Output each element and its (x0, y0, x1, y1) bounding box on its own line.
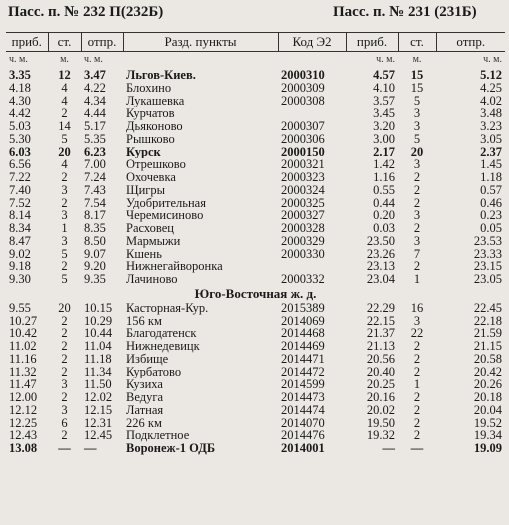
station-name: 156 км (126, 314, 162, 328)
departure-right: 19.52 (473, 416, 502, 430)
station-code: 2000307 (281, 120, 325, 133)
station-name: Удобрительная (126, 196, 206, 210)
unit-departure-right: ч. м. (483, 54, 502, 66)
arrival-left: 6.56 (9, 158, 31, 171)
stop-right: 3 (413, 314, 421, 328)
arrival-right: — (382, 442, 395, 455)
stop-right: 2 (413, 196, 421, 210)
arrival-right: 1.16 (373, 171, 395, 184)
arrival-right: 21.13 (366, 340, 395, 353)
table-row (6, 340, 505, 353)
station-name: Воронеж-1 ОДБ (126, 442, 216, 455)
station-code: 2000324 (281, 183, 325, 197)
station-name: Курск (126, 145, 161, 159)
arrival-left: 8.14 (9, 209, 31, 222)
departure-left: 10.29 (84, 314, 113, 328)
table-row (6, 327, 505, 340)
departure-left: 11.50 (84, 378, 112, 391)
stop-left: 2 (61, 327, 68, 340)
departure-right: 2.37 (480, 145, 502, 159)
stop-right: 3 (413, 234, 421, 248)
departure-left: 7.00 (84, 158, 106, 171)
arrival-right: 4.10 (373, 81, 395, 95)
station-name: Льгов-Киев. (126, 69, 196, 82)
arrival-right: 23.04 (366, 273, 395, 286)
stop-left: 5 (61, 132, 68, 146)
stop-right: 2 (413, 391, 421, 404)
departure-left: 7.43 (84, 183, 106, 197)
arrival-right: 2.17 (373, 145, 395, 159)
station-code: 2014469 (281, 340, 325, 353)
station-name: Кшень (126, 247, 162, 261)
arrival-left: 10.27 (9, 314, 38, 328)
station-name: Благодатенск (126, 327, 197, 340)
table-row (6, 82, 505, 95)
stop-right: 2 (413, 183, 421, 197)
right-train-title: Пасс. п. № 231 (231Б) (333, 4, 477, 20)
station-code: 2014599 (281, 378, 325, 391)
arrival-right: 23.50 (366, 234, 395, 248)
arrival-left: 3.35 (9, 69, 31, 82)
table-row (6, 209, 505, 222)
stop-right: 15 (410, 69, 424, 82)
departure-left: 12.02 (84, 391, 113, 404)
table-row (6, 120, 505, 133)
departure-left: 4.44 (84, 107, 106, 120)
station-code: 2000310 (281, 69, 325, 82)
departure-left: 9.07 (84, 247, 106, 261)
table-row (6, 222, 505, 235)
arrival-right: 23.26 (366, 247, 395, 261)
col-stop-right: ст. (398, 33, 436, 52)
stop-right: 2 (413, 365, 421, 379)
stop-right: 3 (413, 209, 421, 222)
arrival-left: 12.25 (9, 416, 38, 430)
stop-right: — (410, 442, 424, 455)
stop-right: 3 (413, 158, 421, 171)
station-code: 2014001 (281, 442, 325, 455)
stop-left: 2 (61, 171, 68, 184)
arrival-left: 8.47 (9, 234, 31, 248)
table-row (6, 366, 505, 379)
table-row (6, 302, 505, 315)
arrival-left: 6.03 (9, 145, 31, 159)
station-code: 2000309 (281, 81, 325, 95)
stop-left: 3 (61, 378, 68, 391)
station-name: Латная (126, 403, 164, 417)
unit-arrival-right: ч. м. (376, 54, 395, 66)
table-row (6, 69, 505, 82)
arrival-right: 21.37 (366, 327, 395, 340)
arrival-right: 1.42 (373, 158, 395, 171)
departure-left: 5.35 (84, 132, 106, 146)
arrival-right: 20.02 (366, 403, 395, 417)
departure-right: 22.18 (473, 314, 502, 328)
arrival-left: 12.00 (9, 391, 38, 404)
arrival-right: 20.56 (366, 352, 395, 366)
stop-right: 2 (413, 416, 421, 430)
col-code: Код Э2 (278, 33, 346, 52)
station-name: Рышково (126, 132, 175, 146)
station-code: 2000321 (281, 158, 325, 171)
arrival-right: 20.25 (366, 378, 395, 391)
departure-right: 0.57 (480, 183, 502, 197)
arrival-right: 0.20 (373, 209, 395, 222)
stop-right: 3 (413, 107, 421, 120)
arrival-right: 20.16 (366, 391, 395, 404)
arrival-left: 12.43 (9, 429, 38, 442)
stop-right: 2 (413, 171, 421, 184)
stop-left: 3 (61, 403, 68, 417)
col-stations: Разд. пункты (123, 33, 278, 52)
table-row (6, 417, 505, 430)
station-name: Курчатов (126, 107, 175, 120)
stop-left: 20 (58, 301, 71, 315)
station-code: 2014474 (281, 403, 325, 417)
station-name: Ведуга (126, 391, 164, 404)
departure-right: 20.04 (473, 403, 502, 417)
col-arrival-left: приб. (6, 33, 48, 52)
arrival-right: 19.50 (366, 416, 395, 430)
col-arrival-right: приб. (346, 33, 398, 52)
stop-left: 20 (58, 145, 71, 159)
arrival-right: 3.00 (373, 132, 395, 146)
departure-right: 20.18 (473, 391, 502, 404)
timetable (6, 32, 505, 455)
arrival-left: 11.32 (9, 365, 37, 379)
stop-left: 3 (61, 183, 68, 197)
departure-left: 9.20 (84, 260, 106, 273)
arrival-left: 11.47 (9, 378, 37, 391)
arrival-right: 23.13 (366, 260, 395, 273)
stop-left: 5 (61, 247, 68, 261)
stop-left: — (58, 442, 71, 455)
stop-right: 7 (413, 247, 421, 261)
departure-left: 11.34 (84, 365, 112, 379)
station-name: Касторная-Кур. (126, 301, 209, 315)
station-code: 2000327 (281, 209, 325, 222)
table-row (6, 158, 505, 171)
departure-left: 8.17 (84, 209, 106, 222)
table-row (6, 442, 505, 455)
departure-left: 11.04 (84, 340, 112, 353)
station-name: Лукашевка (126, 94, 185, 108)
stop-left: 3 (61, 209, 68, 222)
arrival-right: 0.55 (373, 183, 395, 197)
stop-right: 2 (413, 403, 421, 417)
column-header-row (6, 33, 505, 52)
departure-left: 7.54 (84, 196, 106, 210)
table-row (6, 95, 505, 108)
stop-left: 12 (58, 69, 71, 82)
station-name: Лачиново (126, 273, 178, 286)
station-code: 2015389 (281, 301, 325, 315)
departure-left: 8.35 (84, 222, 106, 235)
arrival-right: 3.57 (373, 94, 395, 108)
table-row (6, 273, 505, 286)
arrival-right: 4.57 (373, 69, 395, 82)
arrival-left: 9.02 (9, 247, 31, 261)
stop-left: 14 (58, 120, 71, 133)
arrival-left: 11.16 (9, 352, 37, 366)
departure-right: 4.02 (480, 94, 502, 108)
arrival-left: 7.52 (9, 196, 31, 210)
table-row (6, 353, 505, 366)
departure-right: 23.15 (473, 260, 502, 273)
stop-left: 2 (61, 260, 68, 273)
station-name: Мармыжи (126, 234, 181, 248)
arrival-right: 22.29 (366, 301, 395, 315)
station-code: 2000329 (281, 234, 325, 248)
departure-right: 20.42 (473, 365, 502, 379)
stop-right: 15 (410, 81, 424, 95)
station-code: 2014473 (281, 391, 325, 404)
arrival-left: 9.30 (9, 273, 31, 286)
departure-right: 19.34 (473, 429, 502, 442)
station-name: Нижнегайворонка (126, 260, 223, 273)
departure-left: 11.18 (84, 352, 112, 366)
left-train-title: Пасс. п. № 232 П(232Б) (8, 4, 164, 20)
station-code: 2000323 (281, 171, 325, 184)
table-row (6, 404, 505, 417)
arrival-left: 7.22 (9, 171, 31, 184)
station-name: Нижнедевицк (126, 340, 200, 353)
departure-right: 21.59 (473, 327, 502, 340)
departure-right: 23.53 (473, 234, 502, 248)
departure-left: 9.35 (84, 273, 106, 286)
arrival-left: 13.08 (9, 442, 38, 455)
stop-left: 6 (61, 416, 68, 430)
railway-section-header (6, 286, 505, 302)
arrival-left: 10.42 (9, 327, 38, 340)
table-row (6, 184, 505, 197)
stop-left: 2 (61, 429, 68, 442)
table-row (6, 248, 505, 261)
departure-left: 7.24 (84, 171, 106, 184)
station-name: Дьяконово (126, 120, 183, 133)
stop-right: 3 (413, 120, 421, 133)
col-departure-right: отпр. (436, 33, 505, 52)
station-name: Кузиха (126, 378, 163, 391)
table-row (6, 315, 505, 328)
departure-right: 0.46 (480, 196, 502, 210)
station-code (278, 260, 346, 273)
stop-left: 1 (61, 222, 68, 235)
departure-right: 20.26 (473, 378, 502, 391)
station-name: Отрешково (126, 158, 186, 171)
stop-left: 2 (61, 352, 68, 366)
departure-right: 0.05 (480, 222, 502, 235)
station-name: Охочевка (126, 171, 176, 184)
station-name: Подклетное (126, 429, 190, 442)
station-code: 2014070 (281, 416, 325, 430)
arrival-left: 4.18 (9, 81, 31, 95)
departure-left: 12.45 (84, 429, 113, 442)
stop-left: 2 (61, 314, 68, 328)
arrival-right: 3.45 (373, 107, 395, 120)
departure-left: 4.22 (84, 81, 106, 95)
departure-left: 5.17 (84, 120, 106, 133)
table-row (6, 429, 505, 442)
stop-right: 5 (413, 132, 421, 146)
table-row (6, 146, 505, 159)
col-departure-left: отпр. (81, 33, 123, 52)
stop-left: 5 (61, 273, 68, 286)
stop-right: 2 (413, 352, 421, 366)
stop-left: 2 (61, 107, 68, 120)
station-code: 2000325 (281, 196, 325, 210)
stop-left: 2 (61, 365, 68, 379)
departure-right: 21.15 (473, 340, 502, 353)
stop-right: 1 (413, 378, 421, 391)
departure-left: 10.44 (84, 327, 113, 340)
section-title: Юго-Восточная ж. д. (194, 285, 317, 301)
departure-right: 4.25 (480, 81, 502, 95)
unit-stop-right: м. (412, 54, 422, 66)
departure-right: 1.18 (480, 171, 502, 184)
station-name: Расховец (126, 222, 174, 235)
departure-left: 10.15 (84, 301, 113, 315)
station-name: 226 км (126, 416, 162, 430)
arrival-left: 11.02 (9, 340, 37, 353)
departure-left: 12.15 (84, 403, 113, 417)
stop-left: 3 (61, 234, 68, 248)
table-row (6, 391, 505, 404)
departure-right: 20.58 (473, 352, 502, 366)
departure-right: 5.12 (480, 69, 502, 82)
unit-stop-left: м. (60, 54, 69, 66)
station-code: 2014471 (281, 352, 325, 366)
departure-left: — (84, 442, 97, 455)
station-code (278, 107, 346, 120)
departure-right: 0.23 (480, 209, 502, 222)
arrival-left: 4.30 (9, 94, 31, 108)
station-name: Избище (126, 352, 169, 366)
station-code: 2014069 (281, 314, 325, 328)
stop-left: 4 (61, 81, 68, 95)
table-row (6, 197, 505, 210)
departure-left: 12.31 (84, 416, 113, 430)
table-row (6, 107, 505, 120)
stop-right: 16 (410, 301, 424, 315)
stop-left: 4 (61, 158, 68, 171)
stop-right: 2 (413, 222, 421, 235)
station-code: 2014468 (281, 327, 325, 340)
stop-right: 20 (410, 145, 424, 159)
stop-right: 22 (410, 327, 424, 340)
departure-left: 6.23 (84, 145, 106, 159)
departure-left: 8.50 (84, 234, 106, 248)
arrival-left: 8.34 (9, 222, 31, 235)
departure-right: 1.45 (480, 158, 502, 171)
timetable-body (6, 52, 505, 455)
col-stop-left: ст. (48, 33, 81, 52)
station-name: Блохино (126, 81, 172, 95)
stop-left: 2 (61, 391, 68, 404)
arrival-left: 9.55 (9, 301, 31, 315)
station-name: Курбатово (126, 365, 182, 379)
station-name: Черемисиново (126, 209, 204, 222)
departure-right: 3.48 (480, 107, 502, 120)
arrival-right: 0.44 (373, 196, 395, 210)
departure-right: 19.09 (473, 442, 502, 455)
station-code: 2000150 (281, 145, 325, 159)
units-row (6, 52, 505, 70)
stop-left: 2 (61, 196, 68, 210)
arrival-left: 12.12 (9, 403, 38, 417)
table-row (6, 378, 505, 391)
arrival-left: 9.18 (9, 260, 31, 273)
departure-left: 4.34 (84, 94, 106, 108)
arrival-right: 22.15 (366, 314, 395, 328)
stop-right: 5 (413, 94, 421, 108)
table-row (6, 133, 505, 146)
arrival-left: 5.03 (9, 120, 31, 133)
station-code: 2000328 (281, 222, 325, 235)
station-code: 2014472 (281, 365, 325, 379)
arrival-right: 0.03 (373, 222, 395, 235)
departure-right: 23.33 (473, 247, 502, 261)
table-row (6, 260, 505, 273)
station-name: Щигры (126, 183, 166, 197)
departure-right: 23.05 (473, 273, 502, 286)
arrival-left: 7.40 (9, 183, 31, 197)
arrival-right: 20.40 (366, 365, 395, 379)
table-row (6, 235, 505, 248)
stop-left: 2 (61, 340, 68, 353)
departure-right: 3.05 (480, 132, 502, 146)
station-code: 2000306 (281, 132, 325, 146)
stop-right: 2 (413, 260, 421, 273)
arrival-right: 19.32 (366, 429, 395, 442)
station-code: 2014476 (281, 429, 325, 442)
arrival-left: 5.30 (9, 132, 31, 146)
station-code: 2000308 (281, 94, 325, 108)
table-row (6, 171, 505, 184)
stop-left: 4 (61, 94, 68, 108)
unit-departure-left: ч. м. (84, 54, 103, 66)
departure-right: 3.23 (480, 120, 502, 133)
unit-arrival-left: ч. м. (9, 54, 28, 66)
arrival-left: 4.42 (9, 107, 31, 120)
stop-right: 1 (413, 273, 421, 286)
departure-right: 22.45 (473, 301, 502, 315)
station-code: 2000330 (281, 247, 325, 261)
arrival-right: 3.20 (373, 120, 395, 133)
stop-right: 2 (413, 340, 421, 353)
stop-right: 2 (413, 429, 421, 442)
station-code: 2000332 (281, 273, 325, 286)
departure-left: 3.47 (84, 69, 106, 82)
